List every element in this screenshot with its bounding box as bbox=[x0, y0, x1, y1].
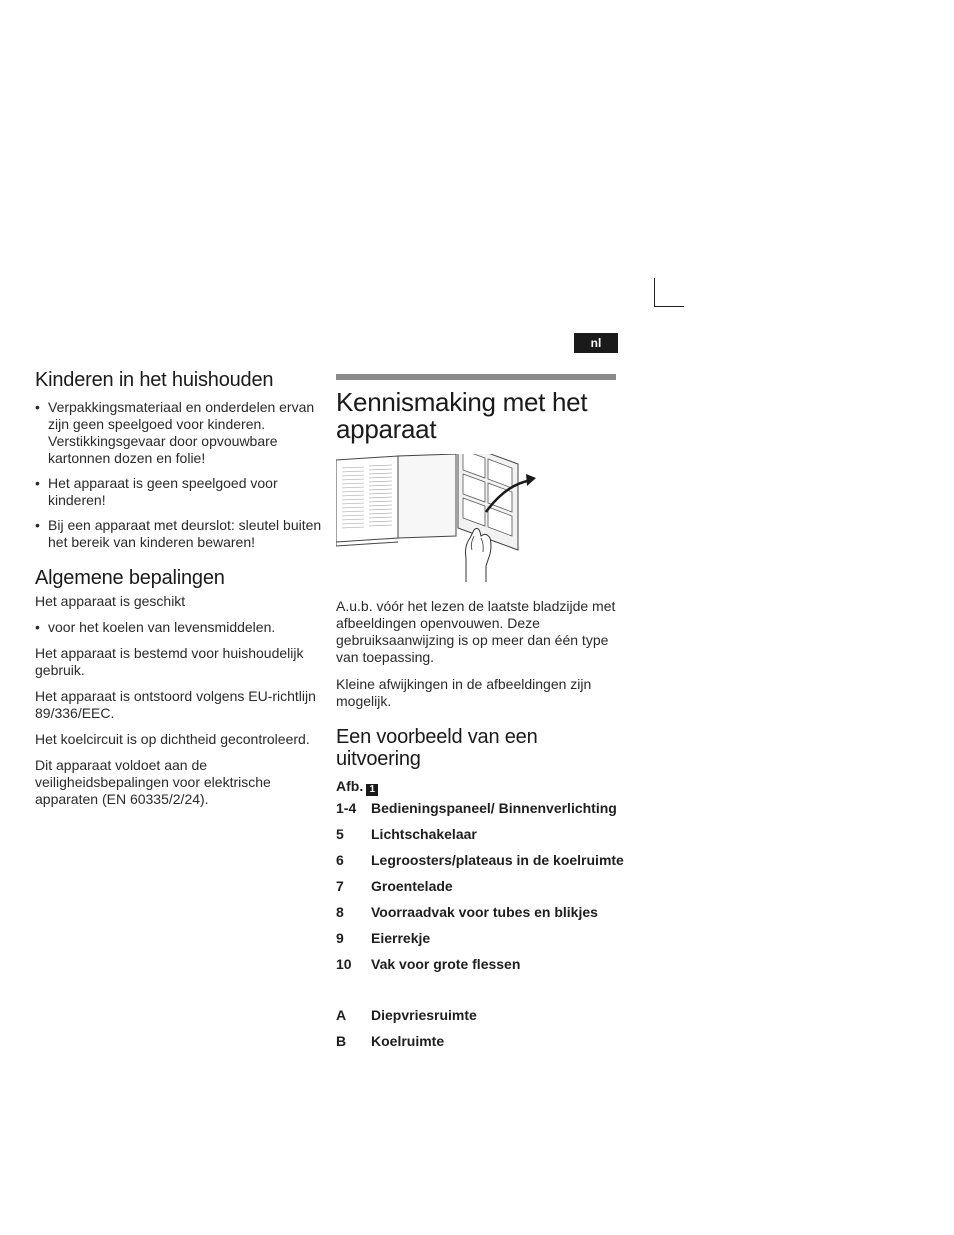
legend-number: 8 bbox=[336, 904, 344, 920]
general-paragraph: Het apparaat is bestemd voor huishoudelijk gebruik. bbox=[35, 645, 304, 678]
legend-text: Lichtschakelaar bbox=[371, 826, 477, 842]
legend-text: Legroosters/plateaus in de koelruimte bbox=[371, 852, 624, 868]
crop-mark bbox=[654, 278, 684, 307]
legend-row bbox=[336, 1033, 626, 1050]
legend-row bbox=[336, 1007, 626, 1024]
legend-row bbox=[336, 904, 626, 921]
heading-example: Een voorbeeld van een uitvoering bbox=[336, 726, 538, 770]
legend-number: 10 bbox=[336, 956, 352, 972]
language-badge: nl bbox=[574, 333, 618, 353]
legend-row bbox=[336, 852, 626, 869]
figure-number-badge: 1 bbox=[366, 784, 378, 796]
legend-text: Bedieningspaneel/ Binnenverlichting bbox=[371, 800, 617, 816]
heading-children: Kinderen in het huishouden bbox=[35, 369, 274, 391]
intro-paragraph: A.u.b. vóór het lezen de laatste bladzijde met afbeeldingen openvouwen. Deze gebruiksaanwijzing is op meer dan één type van toepassing. bbox=[336, 598, 616, 665]
legend-number: 9 bbox=[336, 930, 344, 946]
general-paragraph: Het koelcircuit is op dichtheid gecontroleerd. bbox=[35, 731, 310, 747]
foldout-illustration bbox=[336, 454, 546, 582]
legend-row bbox=[336, 956, 626, 973]
general-paragraph: Het apparaat is ontstoord volgens EU-richtlijn 89/336/EEC. bbox=[35, 688, 316, 721]
list-item: • Bij een apparaat met deurslot: sleutel buiten het bereik van kinderen bewaren! bbox=[35, 517, 325, 551]
legend-letter: A bbox=[336, 1007, 347, 1023]
legend-row bbox=[336, 800, 626, 817]
children-bullet-list bbox=[35, 399, 325, 551]
legend-text: Vak voor grote flessen bbox=[371, 956, 521, 972]
list-item: • voor het koelen van levensmiddelen. bbox=[35, 619, 325, 636]
heading-general: Algemene bepalingen bbox=[35, 567, 225, 589]
legend-row bbox=[336, 826, 626, 843]
list-item: • Het apparaat is geen speelgoed voor kinderen! bbox=[35, 475, 325, 509]
figure-label: Afb. bbox=[336, 778, 364, 794]
legend-number: 7 bbox=[336, 878, 344, 894]
right-column bbox=[336, 374, 626, 1050]
list-item: • Verpakkingsmateriaal en onderdelen ervan zijn geen speelgoed voor kinderen. Verstikkingsgevaar door opvouwbare kartonnen dozen en folie! bbox=[35, 399, 325, 467]
legend-text: Groentelade bbox=[371, 878, 453, 894]
section-rule bbox=[336, 374, 616, 380]
legend-text: Eierrekje bbox=[371, 930, 431, 946]
figure-reference bbox=[336, 778, 626, 796]
legend-text: Diepvriesruimte bbox=[371, 1007, 477, 1023]
foldout-booklet-image bbox=[336, 454, 546, 582]
intro-paragraph: Kleine afwijkingen in de afbeeldingen zijn mogelijk. bbox=[336, 676, 592, 709]
legend-number: 1-4 bbox=[336, 800, 357, 816]
general-intro: Het apparaat is geschikt bbox=[35, 593, 186, 609]
general-paragraph: Dit apparaat voldoet aan de veiligheidsbepalingen voor elektrische apparaten (EN 60335/2/24). bbox=[35, 757, 271, 807]
legend-row bbox=[336, 930, 626, 947]
legend-text: Voorraadvak voor tubes en blikjes bbox=[371, 904, 598, 920]
legend-list bbox=[336, 800, 626, 1050]
general-bullet-list bbox=[35, 619, 325, 636]
legend-number: 6 bbox=[336, 852, 344, 868]
legend-text: Koelruimte bbox=[371, 1033, 445, 1049]
legend-row bbox=[336, 878, 626, 895]
legend-number: 5 bbox=[336, 826, 344, 842]
page-title: Kennismaking met het apparaat bbox=[336, 387, 588, 444]
left-column bbox=[35, 368, 325, 808]
legend-letter: B bbox=[336, 1033, 347, 1049]
